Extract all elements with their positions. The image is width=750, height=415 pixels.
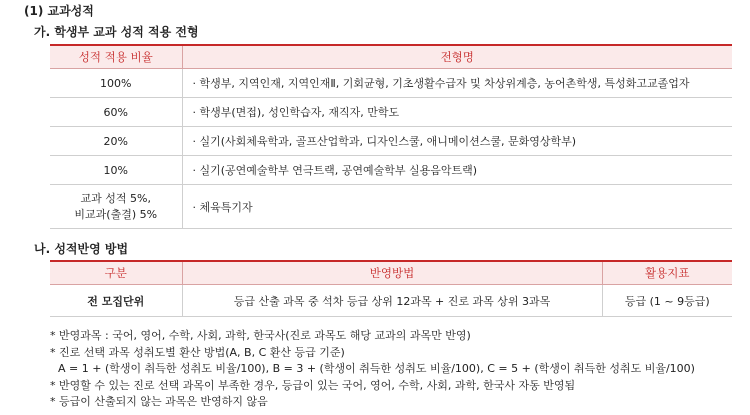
type-cell: · 학생부, 지역인재, 지역인재Ⅱ, 기회균형, 기초생활수급자 및 차상위계층, 농어촌학생, 특성화고교졸업자	[182, 69, 732, 98]
notes	[50, 328, 695, 411]
subsection-a-title: 가. 학생부 교과 성적 적용 전형	[34, 25, 199, 39]
section-title: (1) 교과성적	[24, 4, 94, 18]
note-line: * 반영할 수 있는 진로 선택 과목이 부족한 경우, 등급이 있는 국어, 영어, 수학, 사회, 과학, 한국사 자동 반영됨	[50, 378, 576, 392]
ratio-cell: 100%	[50, 69, 182, 98]
ratio-line-2: 비교과(출결) 5%	[74, 207, 158, 221]
header-method: 반영방법	[182, 261, 602, 285]
note-line: * 진로 선택 과목 성취도별 환산 방법(A, B, C 환산 등급 기준)	[50, 345, 345, 359]
method-cell: 등급 산출 과목 중 석차 등급 상위 12과목 + 진로 과목 상위 3과목	[182, 285, 602, 317]
indicator-cell: 등급 (1 ~ 9등급)	[602, 285, 732, 317]
table-row	[50, 185, 732, 229]
ratio-cell	[50, 185, 182, 229]
table-row	[50, 98, 732, 127]
header-indicator: 활용지표	[602, 261, 732, 285]
grading-method-table	[50, 260, 732, 317]
ratio-cell: 10%	[50, 156, 182, 185]
table-row	[50, 156, 732, 185]
note-line: * 등급이 산출되지 않는 과목은 반영하지 않음	[50, 395, 268, 408]
table-row	[50, 69, 732, 98]
table-row	[50, 127, 732, 156]
type-cell: · 실기(공연예술학부 연극트랙, 공연예술학부 실용음악트랙)	[182, 156, 732, 185]
note-line: A = 1 + (학생이 취득한 성취도 비율/100), B = 3 + (학생이 취득한 성취도 비율/100), C = 5 + (학생이 취득한 성취도 비율/100)	[58, 362, 695, 375]
subsection-b-title: 나. 성적반영 방법	[34, 242, 129, 256]
ratio-cell: 20%	[50, 127, 182, 156]
ratio-cell: 60%	[50, 98, 182, 127]
header-ratio: 성적 적용 비율	[50, 45, 182, 69]
table-header-row	[50, 45, 732, 69]
admission-ratio-table	[50, 44, 732, 229]
header-type: 전형명	[182, 45, 732, 69]
table-row	[50, 285, 732, 317]
note-line: * 반영과목 : 국어, 영어, 수학, 사회, 과학, 한국사(진로 과목도 해당 교과의 과목만 반영)	[50, 329, 471, 342]
type-cell: · 체육특기자	[182, 185, 732, 229]
category-cell: 전 모집단위	[50, 285, 182, 317]
ratio-line-1: 교과 성적 5%,	[80, 191, 151, 205]
type-cell: · 학생부(면접), 성인학습자, 재직자, 만학도	[182, 98, 732, 127]
header-category: 구분	[50, 261, 182, 285]
table-header-row	[50, 261, 732, 285]
type-cell: · 실기(사회체육학과, 골프산업학과, 디자인스쿨, 애니메이션스쿨, 문화영상학부)	[182, 127, 732, 156]
